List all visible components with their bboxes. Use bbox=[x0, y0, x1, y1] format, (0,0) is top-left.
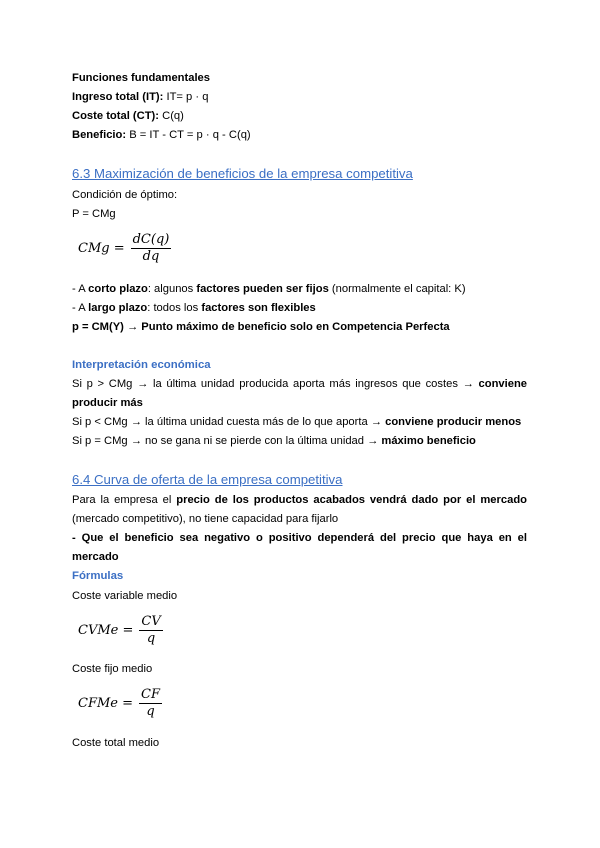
cmg-formula bbox=[78, 233, 171, 264]
cfm-formula bbox=[78, 688, 162, 719]
section-64-paragraph-1-cont: (mercado competitivo), no tiene capacidad para fijarlo bbox=[72, 513, 339, 525]
cvm-formula bbox=[78, 615, 163, 646]
cfm-denominator: q bbox=[146, 704, 155, 719]
beneficio-line: Beneficio: B = IT - CT = p · q - C(q) bbox=[72, 129, 251, 141]
interpretation-line-1-cont: producir más bbox=[72, 397, 143, 409]
cvm-formula-lhs: CVMe = bbox=[78, 623, 134, 638]
ctm-label: Coste total medio bbox=[72, 737, 160, 749]
cfm-numerator: CF bbox=[141, 687, 160, 702]
cfm-label: Coste fijo medio bbox=[72, 663, 153, 675]
section-64-paragraph-1: Para la empresa el precio de los productos acabados vendrá dado por el mercado bbox=[72, 494, 527, 506]
cvm-numerator: CV bbox=[141, 614, 161, 629]
cvm-label: Coste variable medio bbox=[72, 590, 178, 602]
formulas-heading: Fórmulas bbox=[72, 570, 124, 582]
cfm-fraction bbox=[139, 688, 162, 719]
cmg-formula-lhs: CMg = bbox=[78, 241, 125, 256]
condition-rule: P = CMg bbox=[72, 208, 116, 220]
coste-total-line: Coste total (CT): C(q) bbox=[72, 110, 184, 122]
section-64-paragraph-2-cont: mercado bbox=[72, 551, 119, 563]
cmg-fraction bbox=[131, 233, 172, 264]
cmg-numerator: dC(q) bbox=[132, 232, 170, 247]
section-63-title: 6.3 Maximización de beneficios de la empresa competitiva bbox=[72, 166, 413, 181]
interpretation-heading: Interpretación económica bbox=[72, 359, 211, 371]
max-benefit-line: p = CM(Y) → Punto máximo de beneficio solo en Competencia Perfecta bbox=[72, 321, 450, 333]
interpretation-line-2: Si p < CMg → la última unidad cuesta más de lo que aporta → conviene producir menos bbox=[72, 416, 522, 428]
interpretation-line-3: Si p = CMg → no se gana ni se pierde con la última unidad → máximo beneficio bbox=[72, 435, 476, 447]
cfm-formula-lhs: CFMe = bbox=[78, 696, 133, 711]
cmg-denominator: dq bbox=[142, 249, 160, 264]
cvm-fraction bbox=[139, 615, 162, 646]
long-run-line: - A largo plazo: todos los factores son flexibles bbox=[72, 302, 316, 314]
short-run-line: - A corto plazo: algunos factores pueden ser fijos (normalmente el capital: K) bbox=[72, 283, 466, 295]
fundamentals-heading: Funciones fundamentales bbox=[72, 72, 211, 84]
cvm-denominator: q bbox=[146, 631, 156, 646]
section-64-paragraph-2: - Que el beneficio sea negativo o positivo dependerá del precio que haya en el bbox=[72, 532, 527, 544]
interpretation-line-1: Si p > CMg → la última unidad producida aporta más ingresos que costes → conviene bbox=[72, 378, 528, 390]
section-64-title: 6.4 Curva de oferta de la empresa competitiva bbox=[72, 472, 343, 487]
condition-label: Condición de óptimo: bbox=[72, 189, 178, 201]
ingreso-total-line: Ingreso total (IT): IT= p · q bbox=[72, 91, 209, 103]
